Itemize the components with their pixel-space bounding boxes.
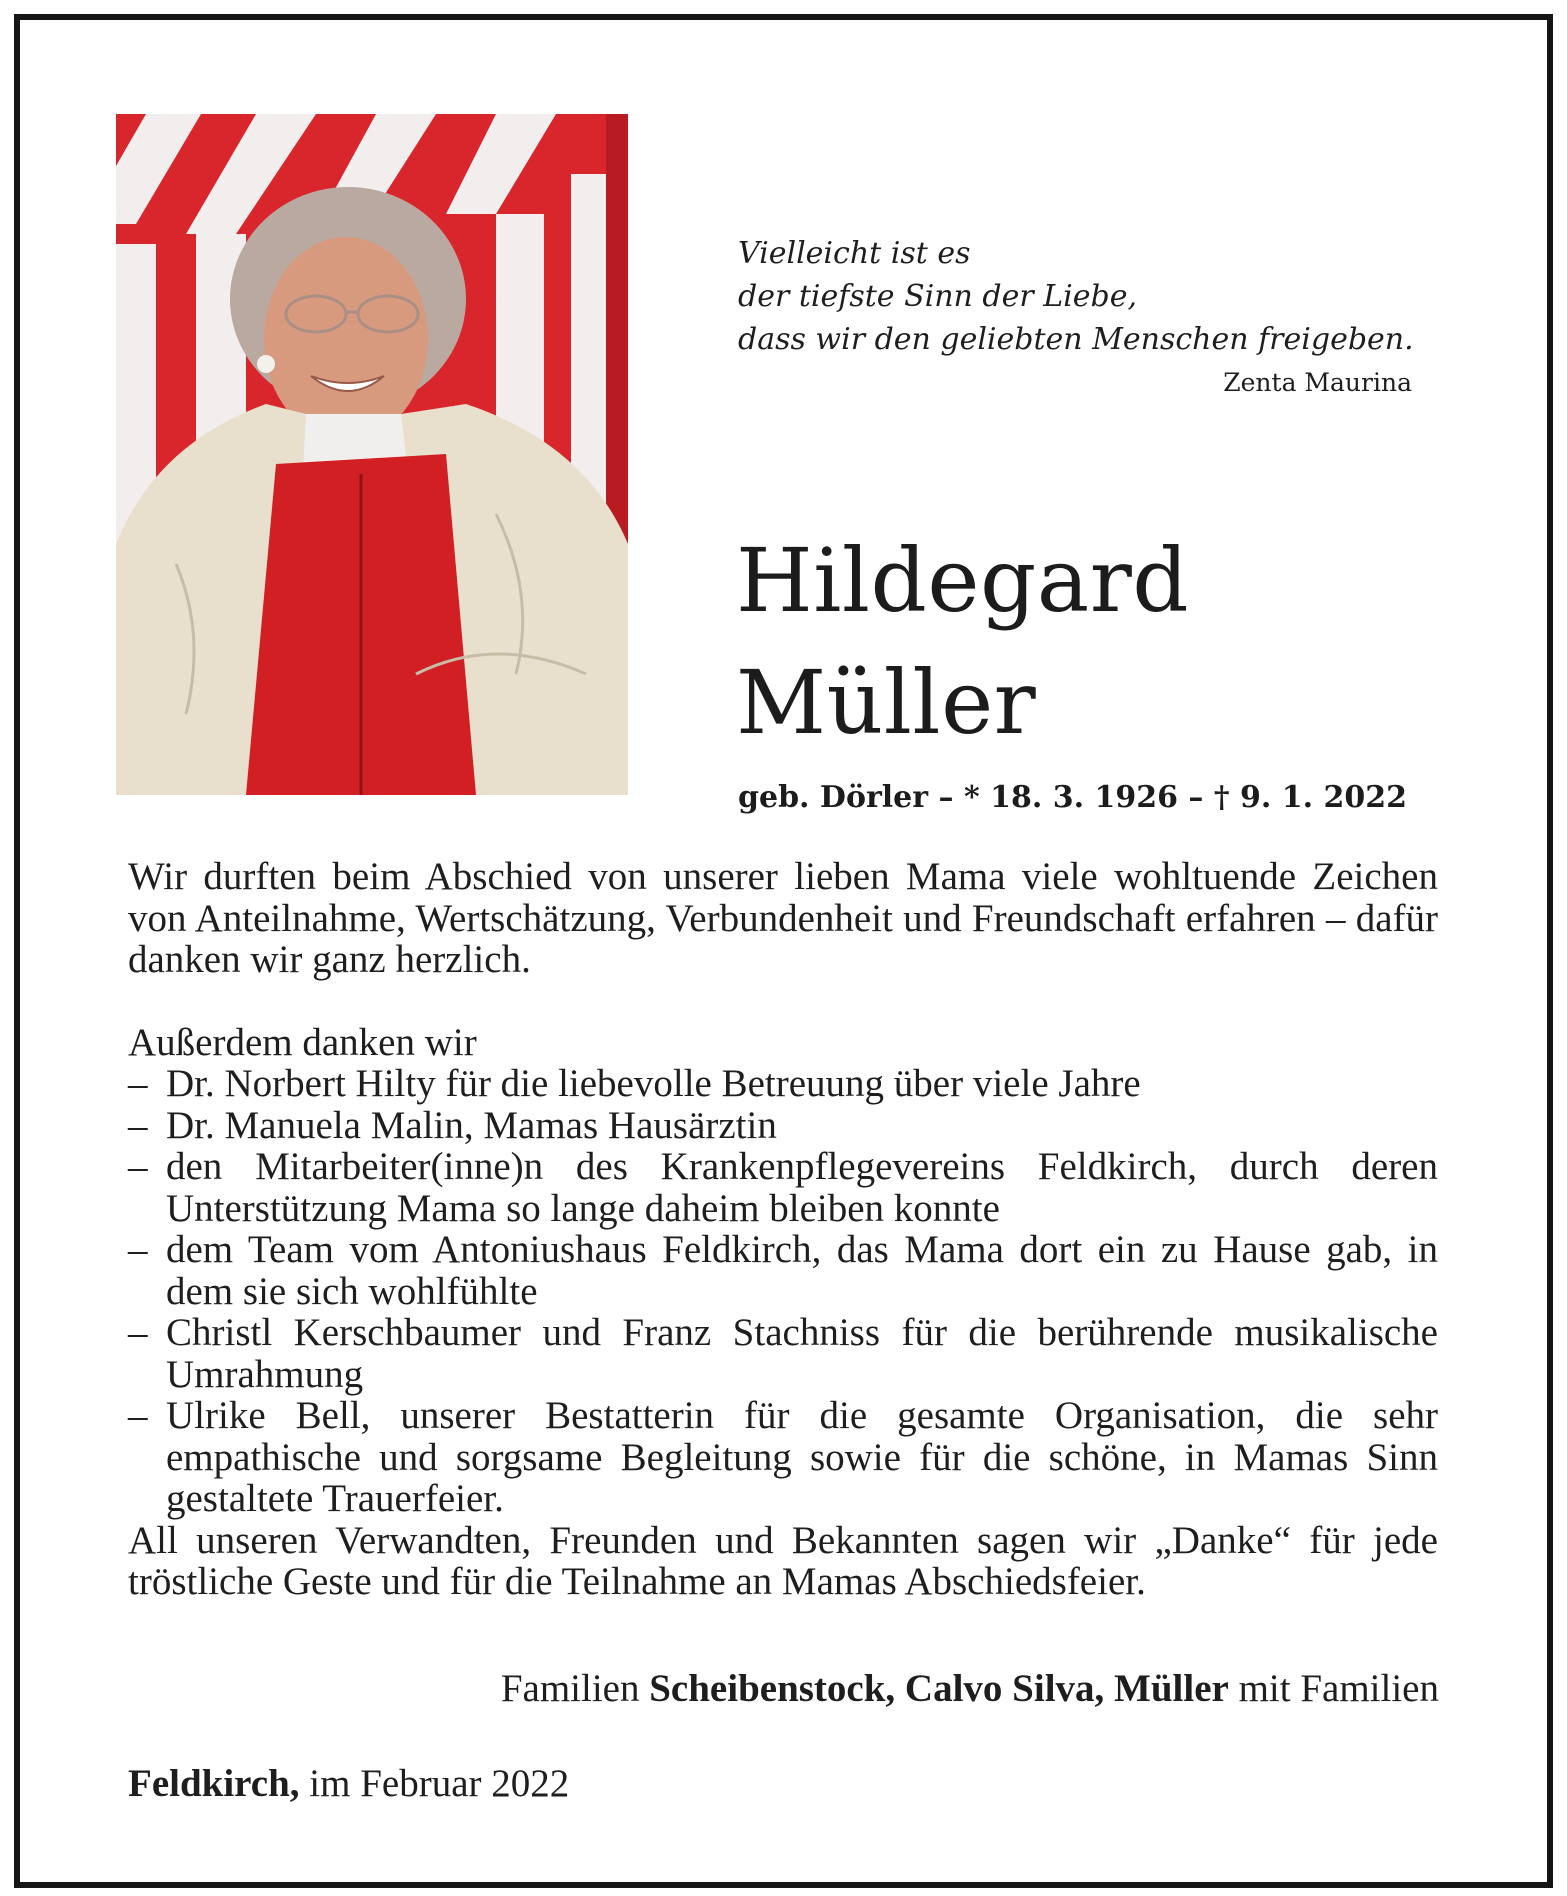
list-item-text: Dr. Manuela Malin, Mamas Hausärztin xyxy=(166,1103,777,1147)
dash: – xyxy=(128,1311,148,1354)
quote-line: dass wir den geliebten Menschen freigeben. xyxy=(738,322,1414,357)
place: Feldkirch, xyxy=(128,1762,300,1805)
list-item xyxy=(128,1063,1438,1105)
place-date xyxy=(128,1762,569,1806)
dash: – xyxy=(128,1062,148,1105)
signature-suffix: mit Familien xyxy=(1238,1667,1439,1710)
dash: – xyxy=(128,1228,148,1271)
list-item xyxy=(128,1146,1438,1229)
thanks-list xyxy=(128,1063,1438,1520)
signature-prefix: Familien xyxy=(500,1667,640,1710)
quote-block xyxy=(738,232,1428,403)
list-item xyxy=(128,1229,1438,1312)
quote-line: der tiefste Sinn der Liebe, xyxy=(738,279,1138,314)
portrait-photo xyxy=(116,114,628,795)
dash: – xyxy=(128,1394,148,1437)
list-item xyxy=(128,1395,1438,1520)
dash: – xyxy=(128,1103,148,1147)
intro-paragraph: Wir durften beim Abschied von unserer lieben Mama viele wohltuende Zeichen von Anteilnahme, Wertschätzung, Verbundenheit und Freundschaft erfahren – dafür danken wir ganz herzlich. xyxy=(128,855,1438,981)
thank-you-text xyxy=(128,856,1438,1603)
first-name: Hildegard xyxy=(736,529,1190,632)
list-item-text: den Mitarbeiter(inne)n des Krankenpflegevereins Feldkirch, durch deren Unterstützung Mama so lange daheim bleiben konnte xyxy=(166,1145,1438,1230)
list-item-text: dem Team vom Antoniushaus Feldkirch, das Mama dort ein zu Hause gab, in dem sie sich wohlfühlte xyxy=(166,1228,1438,1313)
thanks-heading: Außerdem danken wir xyxy=(128,1020,477,1064)
last-name: Müller xyxy=(736,651,1037,754)
dash: – xyxy=(128,1145,148,1188)
quote-line: Vielleicht ist es xyxy=(738,236,971,271)
closing-paragraph: All unseren Verwandten, Freunden und Bekannten sagen wir „Danke“ für jede tröstliche Geste und für die Teilnahme an Mamas Abschiedsfeier. xyxy=(128,1518,1438,1603)
date: im Februar 2022 xyxy=(309,1762,570,1805)
quote-author: Zenta Maurina xyxy=(1223,368,1412,397)
signature-names: Scheibenstock, Calvo Silva, Müller xyxy=(649,1667,1229,1710)
life-dates: geb. Dörler – * 18. 3. 1926 – † 9. 1. 2022 xyxy=(738,780,1408,815)
list-item xyxy=(128,1105,1438,1147)
list-item xyxy=(128,1312,1438,1395)
list-item-text: Christl Kerschbaumer und Franz Stachniss für die berührende musikalische Umrahmung xyxy=(166,1311,1438,1396)
deceased-name xyxy=(736,520,1189,764)
list-item-text: Dr. Norbert Hilty für die liebevolle Betreuung über viele Jahre xyxy=(166,1062,1141,1105)
list-item-text: Ulrike Bell, unserer Bestatterin für die gesamte Organisation, die sehr empathische und sorgsame Begleitung sowie für die schöne, in Mamas Sinn gestaltete Trauerfeier. xyxy=(166,1394,1438,1520)
signature xyxy=(501,1667,1439,1711)
